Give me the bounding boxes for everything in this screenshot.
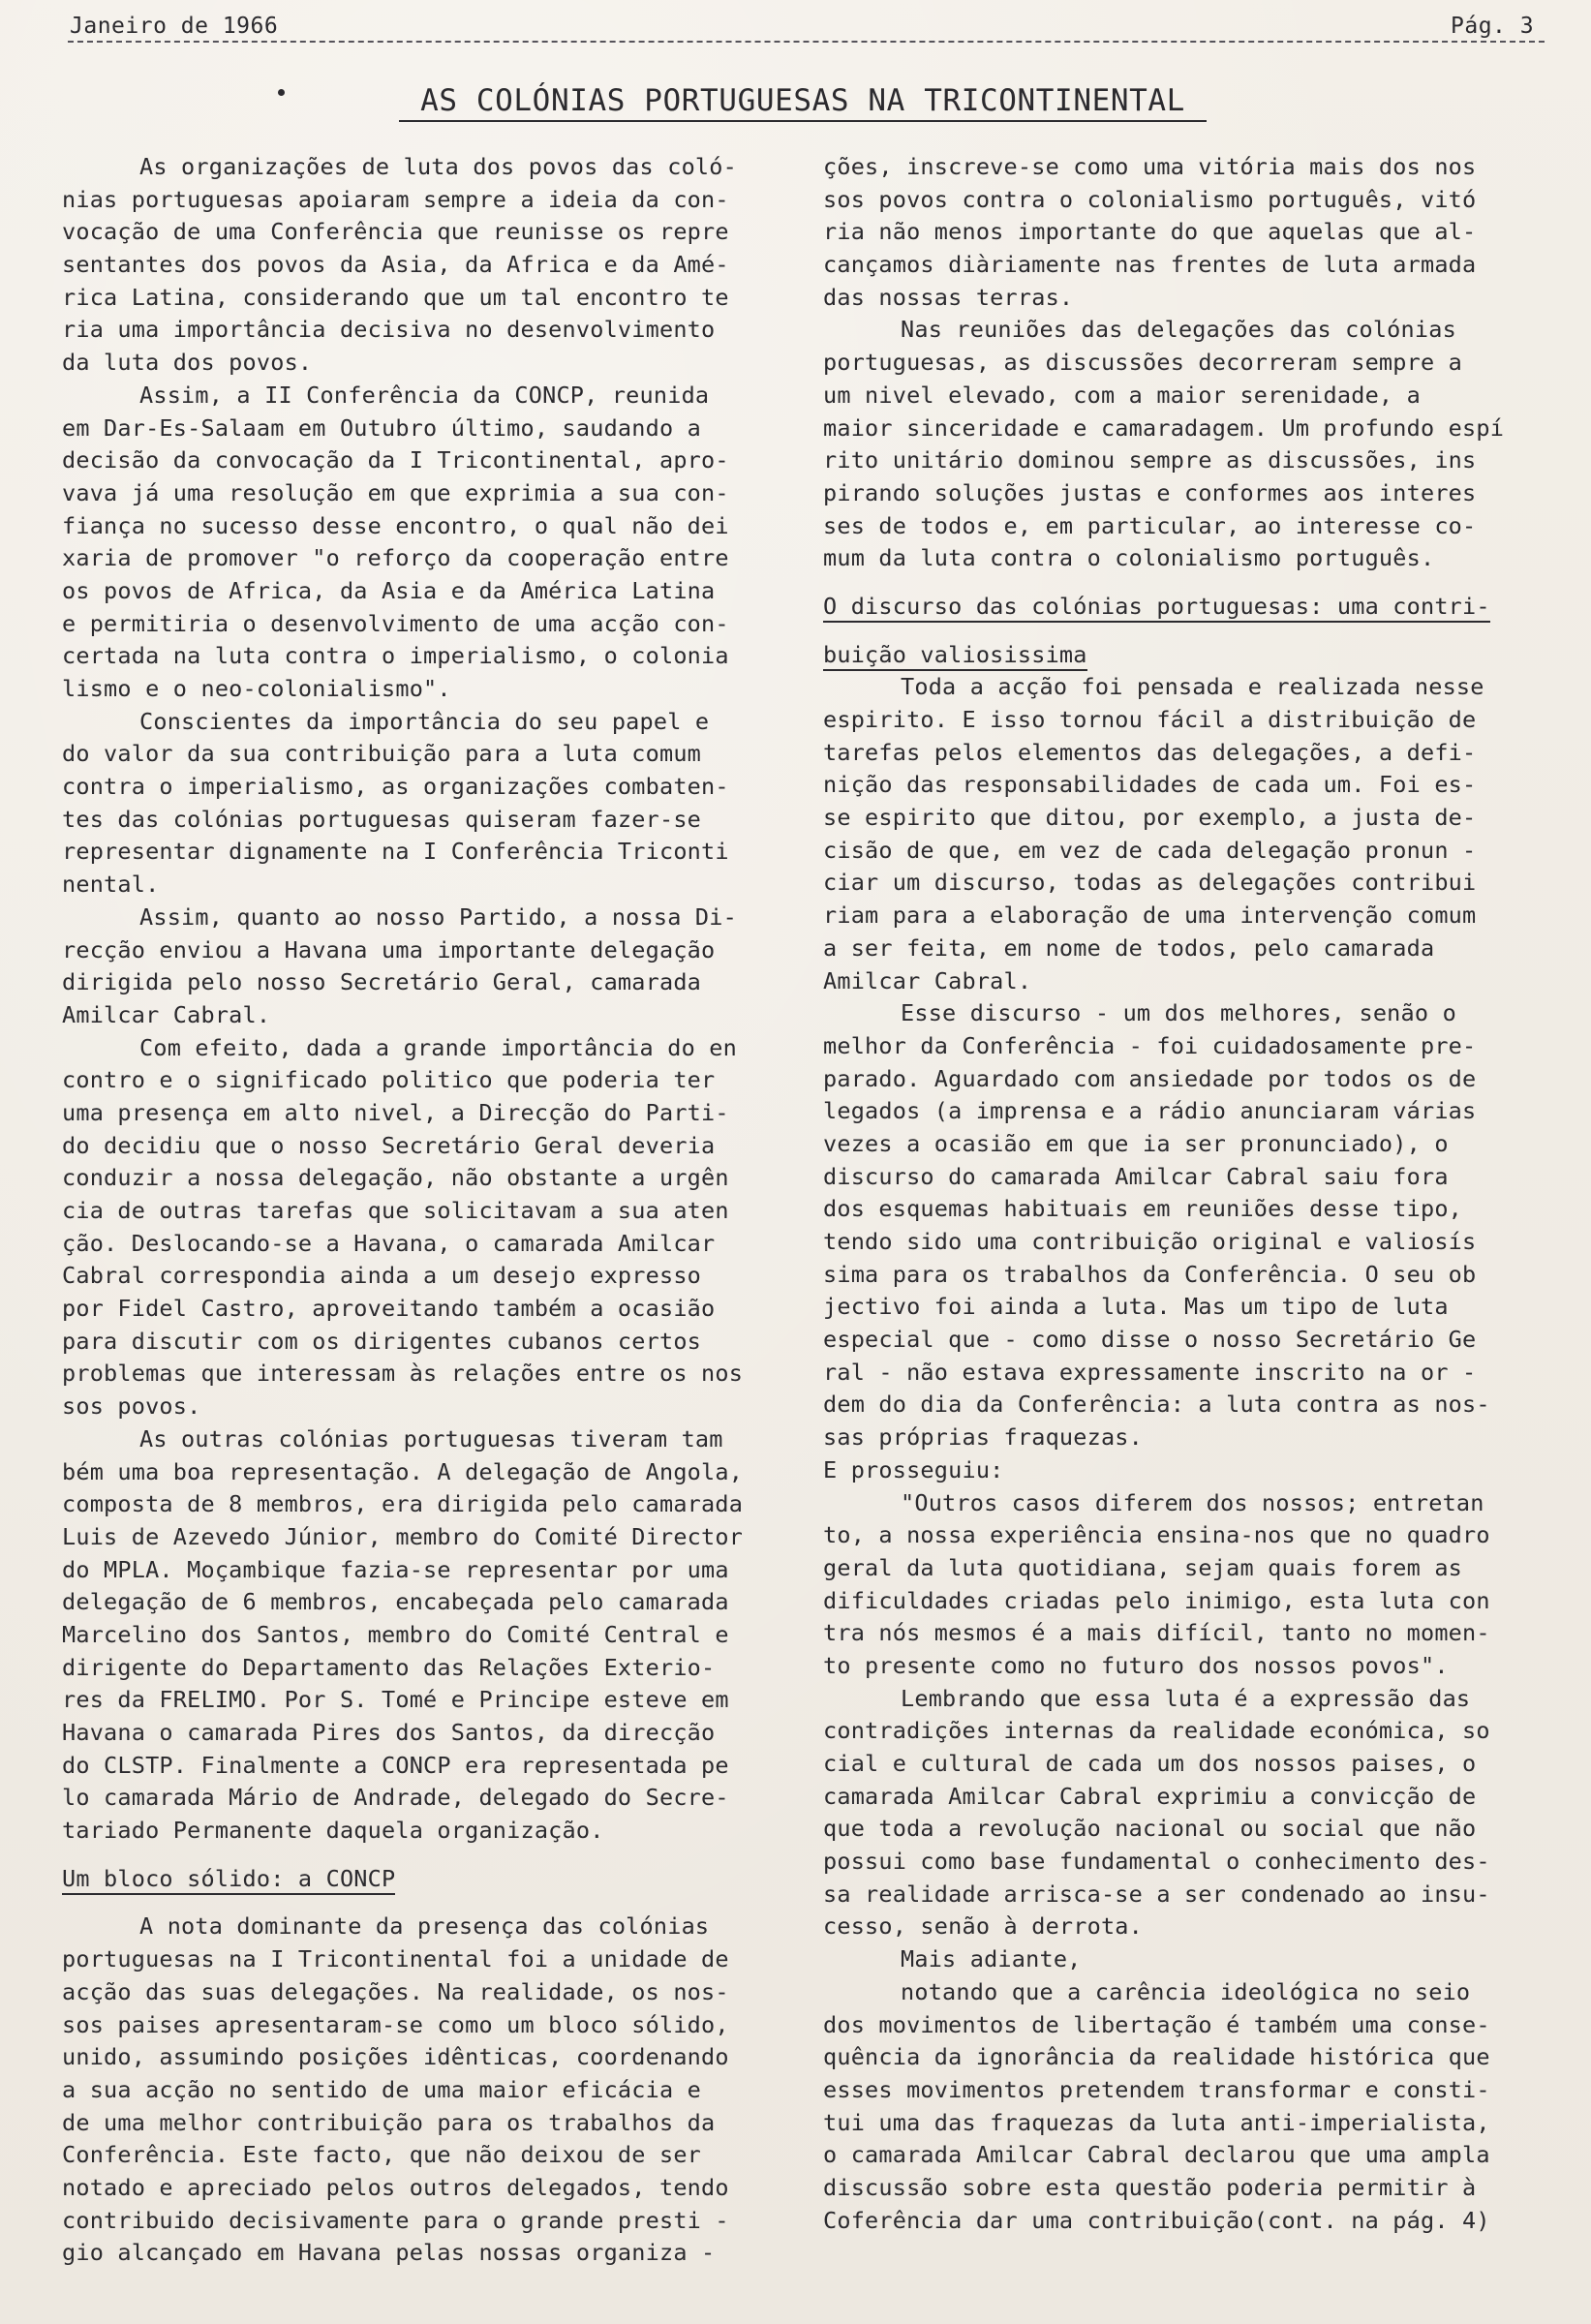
text-line: E prosseguiu: — [823, 1455, 1004, 1483]
text-line: to presente como no futuro dos nossos povos". — [823, 1651, 1449, 1679]
text-line: cial e cultural de cada um dos nossos paises, o — [823, 1750, 1477, 1777]
text-line: se espirito que ditou, por exemplo, a justa de- — [823, 804, 1477, 832]
text-line: ria uma importância decisiva no desenvolvimento — [62, 316, 716, 344]
text-line: contribuido decisivamente para o grande presti - — [62, 2206, 729, 2234]
text-line: representar dignamente na I Conferência Triconti — [62, 838, 729, 866]
text-line: Assim, a II Conferência da CONCP, reunida — [139, 381, 710, 409]
text-line: cesso, senão à derrota. — [823, 1912, 1144, 1941]
article-title: AS COLÓNIAS PORTUGUESAS NA TRICONTINENTAL — [399, 81, 1207, 122]
text-line: que toda a revolução nacional ou social que não — [823, 1815, 1477, 1843]
text-line: vava já uma resolução em que exprimia a sua con- — [62, 478, 729, 506]
text-line: um nivel elevado, com a maior serenidade, a — [823, 381, 1421, 409]
text-line: camarada Amilcar Cabral exprimiu a convicção de — [823, 1782, 1477, 1810]
section-heading-text: O discurso das colónias portuguesas: uma contri- — [823, 593, 1490, 623]
text-line: tra nós mesmos é a mais difícil, tanto no momen- — [823, 1619, 1490, 1647]
text-line: acção das suas delegações. Na realidade, os nos- — [62, 1977, 729, 2005]
text-line: a ser feita, em nome de todos, pelo camarada — [823, 933, 1435, 962]
text-line: do valor da sua contribuição para a luta comum — [62, 740, 702, 768]
text-line: o camarada Amilcar Cabral declarou que uma ampla — [823, 2141, 1490, 2169]
text-line: portuguesas, as discussões decorreram sempre a — [823, 349, 1463, 377]
text-line: rica Latina, considerando que um tal encontro te — [62, 283, 729, 311]
header-rule — [68, 41, 1545, 43]
text-line: do decidiu que o nosso Secretário Geral deveria — [62, 1131, 716, 1159]
text-line: dos esquemas habituais em reuniões desse tipo, — [823, 1195, 1463, 1223]
text-line: sima para os trabalhos da Conferência. O seu ob — [823, 1260, 1477, 1288]
text-line: notando que a carência ideológica no seio — [901, 1977, 1471, 2005]
text-line: os povos de Africa, da Asia e da América Latina — [62, 576, 716, 604]
text-line: sa realidade arrisca-se a ser condenado ao insu- — [823, 1880, 1490, 1908]
section-heading — [823, 591, 1545, 624]
text-line: e permitiria o desenvolvimento de uma acção con- — [62, 609, 729, 637]
text-line: discurso do camarada Amilcar Cabral saiu fora — [823, 1162, 1449, 1190]
text-line: tendo sido uma contribuição original e valiosís — [823, 1228, 1477, 1255]
text-line: Lembrando que essa luta é a expressão das — [901, 1684, 1471, 1712]
text-line: cisão de que, em vez de cada delegação pronun - — [823, 836, 1477, 864]
text-line: Coferência dar uma contribuição(cont. na pág. 4) — [823, 2206, 1490, 2234]
text-line: tes das colónias portuguesas quiseram fazer-se — [62, 805, 702, 833]
text-line: Amilcar Cabral. — [62, 1000, 271, 1028]
text-line: tui uma das fraquezas da luta anti-imperialista, — [823, 2108, 1490, 2136]
text-line: pirando soluções justas e conformes aos interes — [823, 478, 1477, 506]
text-line: delegação de 6 membros, encabeçada pelo camarada — [62, 1588, 729, 1616]
spacer — [823, 624, 1545, 639]
text-line: rito unitário dominou sempre as discussões, ins — [823, 446, 1477, 474]
text-line: Toda a acção foi pensada e realizada nesse — [901, 673, 1484, 701]
text-line: do MPLA. Moçambique fazia-se representar por uma — [62, 1555, 729, 1583]
text-line: ções, inscreve-se como uma vitória mais dos nos — [823, 153, 1477, 180]
text-line: jectivo foi ainda a luta. Mas um tipo de luta — [823, 1293, 1449, 1321]
text-line: A nota dominante da presença das colónias — [139, 1912, 710, 1941]
text-line: Esse discurso - um dos melhores, senão o — [901, 999, 1456, 1027]
text-line: geral da luta quotidiana, sejam quais forem as — [823, 1553, 1463, 1581]
text-line: cia de outras tarefas que solicitavam a sua aten — [62, 1197, 729, 1224]
text-line: por Fidel Castro, aproveitando também a ocasião — [62, 1295, 716, 1323]
spacer — [823, 575, 1545, 591]
text-line: Marcelino dos Santos, membro do Comité Central e — [62, 1620, 729, 1648]
section-heading — [62, 1863, 790, 1896]
text-line: xaria de promover "o reforço da cooperação entre — [62, 544, 729, 572]
text-line: quência da ignorância da realidade histórica que — [823, 2043, 1490, 2071]
text-line: dirigente do Departamento das Relações Exterio- — [62, 1653, 716, 1681]
section-heading-text: buição valiosissima — [823, 641, 1087, 671]
text-line: em Dar-Es-Salaam em Outubro último, saudando a — [62, 413, 702, 442]
text-line: ses de todos e, em particular, ao interesse co- — [823, 511, 1477, 539]
text-line: da luta dos povos. — [62, 349, 313, 377]
text-line: lismo e o neo-colonialismo". — [62, 675, 451, 702]
text-line: ciar um discurso, todas as delegações contribui — [823, 869, 1477, 897]
left-column — [62, 151, 790, 2270]
text-line: contradições internas da realidade económica, so — [823, 1717, 1490, 1745]
right-column — [823, 151, 1545, 2237]
text-line: Nas reuniões das delegações das colónias — [901, 316, 1456, 344]
text-line: problemas que interessam às relações entre os nos — [62, 1360, 744, 1388]
spacer — [62, 1848, 790, 1863]
text-line: sos povos contra o colonialismo português, vitó — [823, 185, 1477, 213]
text-line: bém uma boa representação. A delegação de Angola, — [62, 1457, 744, 1485]
text-line: res da FRELIMO. Por S. Tomé e Principe esteve em — [62, 1686, 729, 1714]
text-line: ria não menos importante do que aquelas que al- — [823, 218, 1477, 246]
text-line: para discutir com os dirigentes cubanos certos — [62, 1327, 702, 1355]
text-line: Amilcar Cabral. — [823, 966, 1032, 994]
text-line: sas próprias fraquezas. — [823, 1423, 1144, 1452]
text-line: Cabral correspondia ainda a um desejo expresso — [62, 1262, 702, 1290]
text-line: nental. — [62, 871, 160, 899]
text-line: nias portuguesas apoiaram sempre a ideia da con- — [62, 185, 729, 213]
text-line: ção. Deslocando-se a Havana, o camarada Amilcar — [62, 1229, 716, 1257]
text-line: das nossas terras. — [823, 283, 1074, 311]
text-line: Com efeito, dada a grande importância do en — [139, 1033, 737, 1061]
ink-dot — [278, 89, 285, 96]
text-line: parado. Aguardado com ansiedade por todos os de — [823, 1064, 1477, 1092]
text-line: sentantes dos povos da Asia, da Africa e da Amé- — [62, 251, 729, 279]
text-line: mum da luta contra o colonialismo português. — [823, 544, 1435, 572]
text-line: gio alcançado em Havana pelas nossas organiza - — [62, 2239, 716, 2267]
text-line: cançamos diàriamente nas frentes de luta armada — [823, 251, 1477, 279]
text-line: legados (a imprensa e a rádio anunciaram várias — [823, 1097, 1477, 1125]
text-line: fiança no sucesso desse encontro, o qual não dei — [62, 511, 729, 539]
header-page-number: Pág. 3 — [1451, 14, 1535, 39]
text-line: ral - não estava expressamente inscrito na or - — [823, 1358, 1477, 1386]
text-line: unido, assumindo posições idênticas, coordenando — [62, 2043, 729, 2071]
text-line: As organizações de luta dos povos das coló- — [139, 153, 737, 180]
text-line: contro e o significado politico que poderia ter — [62, 1066, 716, 1094]
text-line: to, a nossa experiência ensina-nos que no quadro — [823, 1521, 1490, 1549]
text-line: vezes a ocasião em que ia ser pronunciado), o — [823, 1129, 1449, 1157]
text-line: contra o imperialismo, as organizações combaten- — [62, 773, 729, 801]
text-line: especial que - como disse o nosso Secretário Ge — [823, 1326, 1477, 1354]
text-line: do CLSTP. Finalmente a CONCP era representada pe — [62, 1751, 729, 1779]
text-line: Conscientes da importância do seu papel e — [139, 707, 710, 735]
text-line: espirito. E isso tornou fácil a distribuição de — [823, 706, 1477, 733]
section-heading-text: Um bloco sólido: a CONCP — [62, 1865, 395, 1895]
text-line: sos paises apresentaram-se como um bloco sólido, — [62, 2010, 729, 2038]
text-line: conduzir a nossa delegação, não obstante a urgên — [62, 1164, 729, 1192]
text-line: recção enviou a Havana uma importante delegação — [62, 935, 716, 963]
text-line: uma presença em alto nivel, a Direcção do Parti- — [62, 1098, 729, 1126]
text-line: "Outros casos diferem dos nossos; entretan — [901, 1488, 1484, 1516]
text-line: composta de 8 membros, era dirigida pelo camarada — [62, 1490, 744, 1518]
section-heading — [823, 639, 1545, 672]
text-line: dem do dia da Conferência: a luta contra as nos- — [823, 1391, 1490, 1419]
text-line: nição das responsabilidades de cada um. Foi es- — [823, 771, 1477, 799]
text-line: esses movimentos pretendem transformar e consti- — [823, 2075, 1490, 2103]
text-line: tarefas pelos elementos das delegações, a defi- — [823, 738, 1477, 766]
spacer — [62, 1895, 790, 1911]
text-line: Havana o camarada Pires dos Santos, da direcção — [62, 1719, 716, 1746]
text-line: Mais adiante, — [901, 1945, 1082, 1973]
text-line: dos movimentos de libertação é também uma conse- — [823, 2010, 1490, 2038]
text-line: Conferência. Este facto, que não deixou de ser — [62, 2141, 702, 2169]
text-line: sos povos. — [62, 1392, 201, 1421]
text-line: possui como base fundamental o conhecimento des- — [823, 1848, 1490, 1876]
text-line: riam para a elaboração de uma intervenção comum — [823, 902, 1477, 930]
text-line: lo camarada Mário de Andrade, delegado do Secre- — [62, 1784, 729, 1812]
text-line: dificuldades criadas pelo inimigo, esta luta con — [823, 1586, 1490, 1614]
text-line: tariado Permanente daquela organização. — [62, 1817, 604, 1845]
text-line: Assim, quanto ao nosso Partido, a nossa Di- — [139, 902, 737, 931]
text-line: dirigida pelo nosso Secretário Geral, camarada — [62, 968, 702, 996]
text-line: de uma melhor contribuição para os trabalhos da — [62, 2108, 716, 2136]
text-line: As outras colónias portuguesas tiveram tam — [139, 1424, 723, 1452]
text-line: maior sinceridade e camaradagem. Um profundo espí — [823, 413, 1505, 442]
header-date: Janeiro de 1966 — [70, 14, 279, 39]
text-line: vocação de uma Conferência que reunisse os repre — [62, 218, 729, 246]
text-line: a sua acção no sentido de uma maior eficácia e — [62, 2075, 702, 2103]
text-line: Luis de Azevedo Júnior, membro do Comité Director — [62, 1522, 744, 1550]
text-line: certada na luta contra o imperialismo, o colonia — [62, 642, 729, 670]
text-line: notado e apreciado pelos outros delegados, tendo — [62, 2173, 729, 2201]
text-line: decisão da convocação da I Tricontinental, apro- — [62, 446, 729, 474]
text-line: melhor da Conferência - foi cuidadosamente pre- — [823, 1031, 1477, 1059]
text-line: portuguesas na I Tricontinental foi a unidade de — [62, 1945, 729, 1973]
text-line: discussão sobre esta questão poderia permitir à — [823, 2173, 1477, 2201]
